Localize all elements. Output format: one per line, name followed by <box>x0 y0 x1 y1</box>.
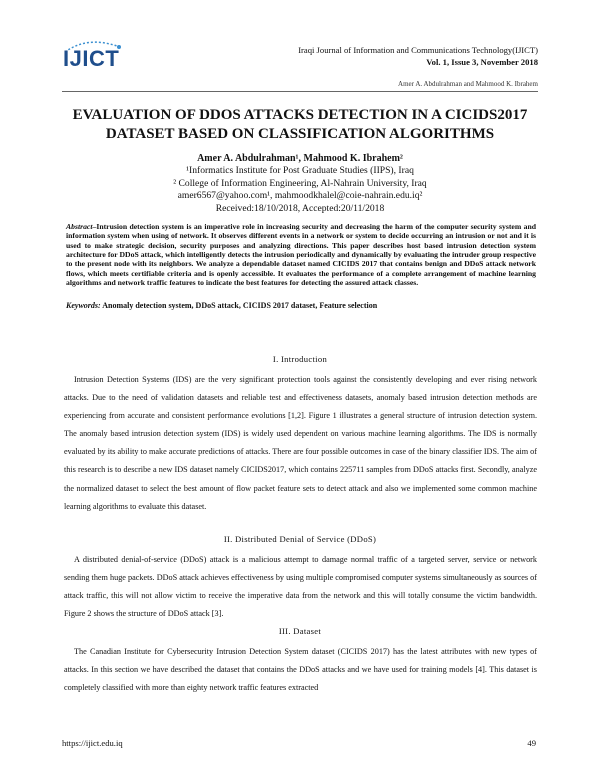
author-names: Amer A. Abdulrahman¹, Mahmood K. Ibrahem² <box>197 153 403 164</box>
abstract <box>66 222 536 287</box>
abstract-label: Abstract <box>66 222 93 231</box>
author-emails: amer6567@yahoo.com¹, mahmoodkhalel@coie-nahrain.edu.iq² <box>177 190 423 202</box>
footer-url[interactable]: https://ijict.edu.iq <box>62 738 123 748</box>
section-text-introduction: Intrusion Detection Systems (IDS) are the very significant protection tools against the consistently developing and ever rising network attacks. Due to the need of validation datasets and reliable test and effectiveness datasets, anomaly based intrusion detection methods are experiencing from accurate and consistent performance evolutions [1,2]. Figure 1 illustrates a general structure of intrusion detection system. The anomaly based intrusion detection system (IDS) is widely used dependent on various machine learning algorithms. The IDS is normally evaluated by its ability to make accurate predictions of attacks. There are four possible outcomes in case of the binary classifier IDS. The aim of this research is to describe a new IDS dataset namely CICIDS2017, which contains 225711 samples from DDoS attacks first. Secondly, analyze the normalized dataset to select the best amount of flow packet feature sets to detect attack and also we implemented some common machine learning algorithms to evaluate this dataset. <box>64 375 537 511</box>
keywords-text: Anomaly detection system, DDoS attack, CICIDS 2017 dataset, Feature selection <box>100 301 378 310</box>
dates: Received:18/10/2018, Accepted:20/11/2018 <box>215 202 385 214</box>
affiliation-2: ² College of Information Engineering, Al-Nahrain University, Iraq <box>173 177 427 189</box>
keywords <box>66 301 536 310</box>
abstract-text: –Intrusion detection system is an imperative role in increasing security and decreasing the harm of the computer security system and information system when using of network. It observes different events in a network or system to decide occurring an intrusion or not and it is used to make strategic decision, security purposes and analyzing directions. This paper describes host based intrusion detection system architecture for DDoS attack, which intelligently detects the intrusion periodically and dynamically by evaluating the intruder group respective to the present node with its neighbors. We analyze a dependable dataset named CICIDS 2017 that contains benign and DDoS attack network flows, which meets certifiable criteria and is openly accessible. It evaluates the performance of a complete arrangement of machine learning algorithms and network traffic features to indicate the best features for detecting the assured attack classes. <box>66 222 536 288</box>
keywords-label: Keywords: <box>66 301 101 310</box>
journal-volume: Vol. 1, Issue 3, November 2018 <box>426 57 538 67</box>
journal-header <box>298 44 538 68</box>
logo-text: IJICT <box>63 46 120 71</box>
section-heading-ddos: II. Distributed Denial of Service (DDoS) <box>223 534 377 544</box>
affiliation-1: ¹Informatics Institute for Post Graduate Studies (IIPS), Iraq <box>186 165 414 177</box>
paper-title: EVALUATION OF DDOS ATTACKS DETECTION IN A CICIDS2017 DATASET BASED ON CLASSIFICATION ALGORITHMS <box>72 107 528 142</box>
page-number: 49 <box>527 738 536 748</box>
header-divider <box>62 91 538 92</box>
journal-logo <box>57 38 127 78</box>
running-authors: Amer A. Abdulrahman and Mahmood K. Ibrahem <box>398 80 538 88</box>
section-text-dataset: The Canadian Institute for Cybersecurity Intrusion Detection System dataset (CICIDS 2017) has the latest attributes with new types of attacks. In this section we have described the dataset that contains the DDoS attacks and we have used for training models [4]. This dataset is completely classified with more than eighty network traffic features extracted <box>64 647 537 693</box>
section-text-ddos: A distributed denial-of-service (DDoS) attack is a malicious attempt to damage normal traffic of a targeted server, service or network sending them huge packets. DDoS attack achieves effectiveness by using multiple compromised computer systems simultaneously as sources of attack traffic, this will not allow victim to receive the imperative data from the network and this will totally consume the victim bandwidth. Figure 2 shows the structure of DDoS attack [3]. <box>64 555 537 619</box>
byline <box>40 153 560 215</box>
section-heading-introduction: I. Introduction <box>272 354 328 364</box>
section-heading-dataset: III. Dataset <box>278 626 322 636</box>
journal-name: Iraqi Journal of Information and Communications Technology(IJICT) <box>298 45 538 55</box>
